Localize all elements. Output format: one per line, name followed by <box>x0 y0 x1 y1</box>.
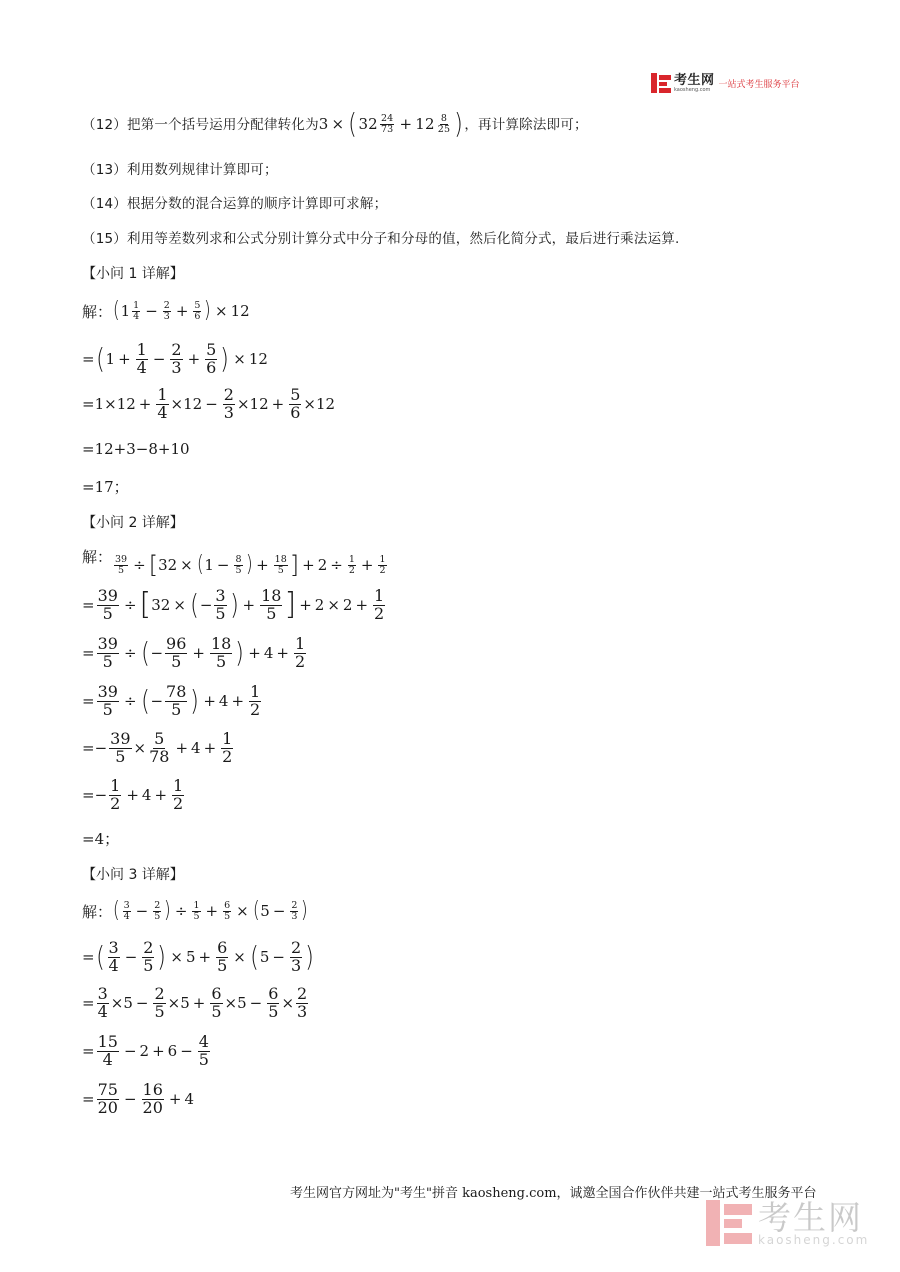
q2-line-4: = $\frac{39}{5}$ ÷ ( − $\frac{78}{5}$ ) + 4 + $\frac{1}{2}$ <box>82 682 261 719</box>
q2-line-7: = 4 ； <box>82 829 120 848</box>
q3-line-1: 解： ( $\frac{3}{4}$ − $\frac{2}{5}$ ) ÷ $\frac{1}{5}$ + $\frac{6}{5}$ × ( 5 − $\frac{2}{3}$ ) <box>82 898 309 923</box>
q1-line-3: = 1×12 + $\frac{1}{4}$ ×12 − $\frac{2}{3}$ ×12 + $\frac{5}{6}$ ×12 <box>82 385 336 422</box>
q3-line-4: = $\frac{15}{4}$ − 2 + 6 − $\frac{4}{5}$ <box>82 1032 209 1069</box>
hint-12-text-end: ，再计算除法即可； <box>464 117 588 133</box>
hint-13: （13）利用数列规律计算即可； <box>82 162 278 178</box>
q1-line-1: 解： ( 1 $\frac{1}{4}$ − $\frac{2}{3}$ + $\frac{5}{6}$ ) × 12 <box>82 298 250 323</box>
kaosheng-watermark-icon <box>706 1200 752 1246</box>
watermark-brand: 考生网 <box>758 1197 863 1237</box>
section-heading-q1: 【小问 1 详解】 <box>82 266 184 282</box>
q2-line-5: = − $\frac{39}{5}$ × $\frac{5}{78}$ + 4 + $\frac{1}{2}$ <box>82 729 233 766</box>
hint-12 <box>82 107 588 140</box>
q3-line-3: = $\frac{3}{4}$ ×5 − $\frac{2}{5}$ ×5 + $\frac{6}{5}$ ×5 − $\frac{6}{5}$ × $\frac{2}{3}$ <box>82 984 308 1021</box>
q1-line-4: = 12+3−8+10 <box>82 440 190 458</box>
q3-line-5: = $\frac{75}{20}$ − $\frac{16}{20}$ + 4 <box>82 1080 194 1117</box>
logo-brand-url: kaosheng.com <box>674 86 711 93</box>
q2-line-2: = $\frac{39}{5}$ ÷ [ 32 × ( − $\frac{3}{5}$ ) + $\frac{18}{5}$ ] + 2 × 2 + $\frac{1}{2}$ <box>82 586 385 623</box>
q2-line-6: = − $\frac{1}{2}$ + 4 + $\frac{1}{2}$ <box>82 776 184 813</box>
hint-15: （15）利用等差数列求和公式分别计算分式中分子和分母的值，然后化简分式，最后进行乘法运算. <box>82 231 680 247</box>
hint-12-text: （12）把第一个括号运用分配律转化为 <box>82 117 319 133</box>
q1-line-2: = ( 1 + $\frac{1}{4}$ − $\frac{2}{3}$ + $\frac{5}{6}$ ) × 12 <box>82 340 268 377</box>
q2-line-3: = $\frac{39}{5}$ ÷ ( − $\frac{96}{5}$ + $\frac{18}{5}$ ) + 4 + $\frac{1}{2}$ <box>82 634 306 671</box>
section-heading-q3: 【小问 3 详解】 <box>82 867 184 883</box>
watermark-logo <box>706 1197 870 1247</box>
q1-line-5: = 17 ； <box>82 477 129 496</box>
q2-line-1: 解： $\frac{39}{5}$ ÷ [ 32 × ( 1 − $\frac{8}{5}$ ) + $\frac{18}{5}$ ] + 2 ÷ $\frac{1}{2}$ + $\frac{1}{2}$ <box>82 548 386 580</box>
hint-12-formula: 3 × ( 32 $\frac{24}{73}$ + 12 $\frac{8}{25}$ ) <box>318 107 464 140</box>
q3-line-2: = ( $\frac{3}{4}$ − $\frac{2}{5}$ ) × 5 + $\frac{6}{5}$ × ( 5 − $\frac{2}{3}$ ) <box>82 938 314 975</box>
logo-slogan: 一站式考生服务平台 <box>718 79 800 90</box>
header-logo <box>651 71 800 95</box>
footer-text: 考生网官方网址为"考生"拼音 kaosheng.com，诚邀全国合作伙伴共建一站式考生服务平台 <box>290 1186 817 1201</box>
hint-14: （14）根据分数的混合运算的顺序计算即可求解； <box>82 196 388 212</box>
section-heading-q2: 【小问 2 详解】 <box>82 515 184 531</box>
logo-brand-name: 考生网 <box>674 72 715 88</box>
watermark-url: kaosheng.com <box>758 1232 870 1247</box>
kaosheng-logo-icon <box>651 73 671 93</box>
